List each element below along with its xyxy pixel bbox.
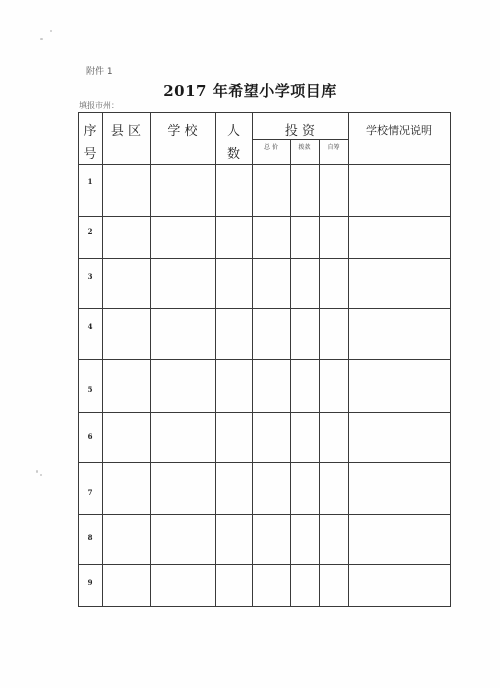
header-allocated: 拨款 [298, 144, 311, 151]
row-number: 3 [87, 272, 93, 281]
row-number: 9 [87, 578, 93, 587]
column-divider [252, 112, 253, 607]
header-investment: 投 资 [284, 124, 316, 139]
header-total: 总 价 [264, 144, 278, 151]
row-divider [78, 308, 451, 309]
header-seq-bottom: 号 [83, 147, 97, 162]
investment-subheader-line [252, 139, 348, 140]
row-divider [78, 462, 451, 463]
project-table [78, 112, 451, 607]
column-divider [290, 139, 291, 607]
column-divider [319, 139, 320, 607]
header-self-raised: 自筹 [327, 144, 340, 151]
page-title: 2017 年希望小学项目库 [163, 82, 337, 100]
header-bottom-line [78, 164, 451, 165]
header-description: 学校情况说明 [366, 124, 432, 137]
row-divider [78, 216, 451, 217]
attachment-label: 附件 1 [86, 67, 113, 77]
row-number: 2 [87, 227, 93, 236]
header-seq-top: 序 [83, 124, 97, 139]
column-divider [102, 112, 103, 607]
table-outer-bottom-line [78, 606, 451, 607]
row-number: 5 [87, 385, 93, 394]
table-outer-top-line [78, 112, 451, 113]
row-number: 1 [87, 177, 93, 186]
row-divider [78, 412, 451, 413]
row-divider [78, 514, 451, 515]
table-outer-right-line [450, 112, 451, 607]
header-school: 学 校 [167, 124, 198, 139]
row-number: 6 [87, 432, 93, 441]
row-divider [78, 359, 451, 360]
row-number: 8 [87, 533, 93, 542]
scan-speck [40, 474, 42, 476]
column-divider [348, 112, 349, 607]
header-people-bottom: 数 [226, 147, 240, 162]
row-number: 4 [87, 322, 93, 331]
scan-speck [36, 470, 38, 473]
scan-speck [40, 38, 43, 40]
row-number: 7 [87, 488, 93, 497]
reporting-city-label: 填报市州： [79, 101, 119, 110]
row-divider [78, 564, 451, 565]
header-people-top: 人 [226, 124, 240, 139]
column-divider [215, 112, 216, 607]
scan-speck [50, 30, 52, 32]
header-county: 县 区 [110, 124, 142, 139]
row-divider [78, 258, 451, 259]
column-divider [150, 112, 151, 607]
